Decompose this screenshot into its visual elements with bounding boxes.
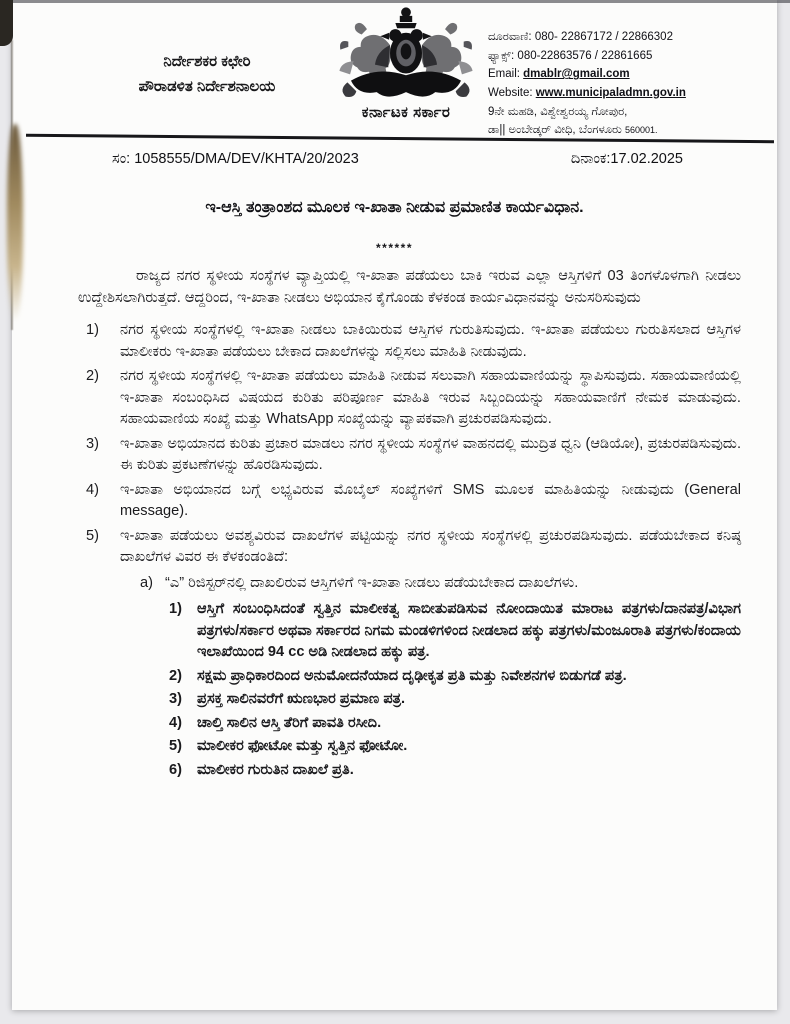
reference-row (12, 151, 777, 167)
website-label: Website: (488, 86, 533, 99)
website-url: www.municipaladmn.gov.in (535, 86, 686, 99)
list-item: 3) ಇ-ಖಾತಾ ಅಭಿಯಾನದ ಕುರಿತು ಪ್ರಚಾರ ಮಾಡಲು ನಗರ ಸ್ಥಳೀಯ ಸಂಸ್ಥೆಗಳ ವಾಹನದಲ್ಲಿ ಮುದ್ರಿತ ಧ್ವನಿ (ಆಡಿಯೋ), ಪ್ರಚುರಪಡಿಸುವುದು. ಈ ಕುರಿತು ಪ್ರಕಟಣೆಗಳನ್ನು ಹೊರಡಿಸುವುದು. (86, 435, 741, 473)
separator-stars: ****** (375, 241, 414, 255)
email-address: dmablr@gmail.com (523, 68, 630, 81)
document-item: 4) ಚಾಲ್ತಿ ಸಾಲಿನ ಆಸ್ತಿ ತೆರಿಗೆ ಪಾವತಿ ರಸೀದಿ. (169, 714, 382, 731)
list-item: 1) ನಗರ ಸ್ಥಳೀಯ ಸಂಸ್ಥೆಗಳಲ್ಲಿ ಇ-ಖಾತಾ ನೀಡಲು ಬಾಕಿಯಿರುವ ಆಸ್ತಿಗಳ ಗುರುತಿಸುವುದು. ಇ-ಖಾತಾ ಪಡೆಯಲು ಗುರುತಿಸಲಾದ ಆಸ್ತಿಗಳ ಮಾಲೀಕರು ಇ-ಖಾತಾ ಪಡೆಯಲು ಬೇಕಾದ ದಾಖಲೆಗಳನ್ನು ಸಲ್ಲಿಸಲು ಮಾಹಿತಿ ನೀಡುವುದು. (86, 322, 741, 360)
photo-top-edge (0, 0, 790, 3)
list-item: 4) ಇ-ಖಾತಾ ಅಭಿಯಾನದ ಬಗ್ಗೆ ಲಭ್ಯವಿರುವ ಮೊಬೈಲ್ ಸಂಖ್ಯೆಗಳಿಗೆ SMS ಮೂಲಕ ಮಾಹಿತಿಯನ್ನು ನೀಡುವುದು (General message). (86, 481, 741, 519)
list-item: 5) ಇ-ಖಾತಾ ಪಡೆಯಲು ಅವಶ್ಯವಿರುವ ದಾಖಲೆಗಳ ಪಟ್ಟಿಯನ್ನು ನಗರ ಸ್ಥಳೀಯ ಸಂಸ್ಥೆಗಳಲ್ಲಿ ಪ್ರಚುರಪಡಿಸುವುದು. ಪಡೆಯಬೇಕಾದ ಕನಿಷ್ಠ ದಾಖಲೆಗಳ ವಿವರ ಈ ಕೆಳಕಂಡಂತಿದೆ: (86, 527, 741, 565)
office-line2: ಪೌರಾಡಳಿತ ನಿರ್ದೇಶನಾಲಯ (138, 77, 276, 95)
address-line1: 9ನೇ ಮಹಡಿ, ವಿಶ್ವೇಶ್ವರಯ್ಯ ಗೋಪುರ, (488, 105, 628, 118)
email-label: Email: (488, 68, 520, 81)
procedure-list (78, 320, 741, 569)
karnataka-gandaberunda-emblem-icon (335, 4, 477, 104)
reference-number: ಸಂ: 1058555/DMA/DEV/KHTA/20/2023 (112, 151, 359, 167)
letter-body (78, 266, 741, 783)
document-item: 2) ಸಕ್ಷಮ ಪ್ರಾಧಿಕಾರದಿಂದ ಅನುಮೋದನೆಯಾದ ದೃಢೀಕೃತ ಪ್ರತಿ ಮತ್ತು ನಿವೇಶನಗಳ ಬಿಡುಗಡೆ ಪತ್ರ. (169, 667, 627, 684)
address-line2: ಡಾ|| ಅಂಬೇಡ್ಕರ್ ವೀಧಿ, ಬೆಂಗಳೂರು 560001. (488, 124, 658, 137)
fax-label: ಫ್ಯಾಕ್ಸ್: (488, 49, 515, 62)
fax-numbers: 080-22863576 / 22861665 (517, 49, 653, 62)
letter-page (12, 0, 777, 1010)
intro-paragraph: ರಾಜ್ಯದ ನಗರ ಸ್ಥಳೀಯ ಸಂಸ್ಥೆಗಳ ವ್ಯಾಪ್ತಿಯಲ್ಲಿ ಇ-ಖಾತಾ ಪಡೆಯಲು ಬಾಕಿ ಇರುವ ಎಲ್ಲಾ ಆಸ್ತಿಗಳಿಗೆ 03 ತಿಂಗಳೊಳಗಾಗಿ ನೀಡಲು ಉದ್ದೇಶಿಸಲಾಗಿರುತ್ತದೆ. ಆದ್ದರಿಂದ, ಇ-ಖಾತಾ ನೀಡಲು ಅಭಿಯಾನ ಕೈಗೊಂಡು ಕೆಳಕಂಡ ಕಾರ್ಯವಿಧಾನವನ್ನು ಅನುಸರಿಸುವುದು (78, 268, 741, 306)
phone-line (488, 28, 782, 47)
finger-smudge (7, 124, 23, 322)
email-line (488, 65, 782, 84)
pincode: 560001. (624, 125, 658, 136)
office-name-block (82, 50, 332, 100)
fax-line (488, 47, 782, 66)
document-item: 1) ಆಸ್ತಿಗೆ ಸಂಬಂಧಿಸಿದಂತೆ ಸ್ವತ್ತಿನ ಮಾಲೀಕತ್ವ ಸಾಬೀತುಪಡಿಸುವ ನೋಂದಾಯಿತ ಮಾರಾಟ ಪತ್ರಗಳು/ದಾನಪತ್ರ/ವಿಭಾಗ ಪತ್ರಗಳು/ಸರ್ಕಾರ ಅಥವಾ ಸರ್ಕಾರದ ನಿಗಮ ಮಂಡಳಿಗಳಿಂದ ನೀಡಲಾದ ಹಕ್ಕು ಪತ್ರಗಳು/ಮಂಜೂರಾತಿ ಪತ್ರಗಳು/ಕಂದಾಯ ಇಲಾಖೆಯಿಂದ 94 cc ಅಡಿ ನೀಡಲಾದ ಹಕ್ಕು ಪತ್ರ. (169, 601, 741, 660)
office-line1: ನಿರ್ದೇಶಕರ ಕಛೇರಿ (163, 53, 251, 70)
document-item: 5) ಮಾಲೀಕರ ಫೋಟೋ ಮತ್ತು ಸ್ವತ್ತಿನ ಫೋಟೋ. (169, 738, 408, 754)
document-item: 6) ಮಾಲೀಕರ ಗುರುತಿನ ದಾಖಲೆ ಪ್ರತಿ. (169, 761, 354, 778)
phone-label: ದೂರವಾಣಿ: (488, 31, 532, 43)
sub-item-a: a) “ಎ” ರಿಜಿಸ್ಟರ್‌ನಲ್ಲಿ ದಾಖಲಿರುವ ಆಸ್ತಿಗಳಿಗೆ ಇ-ಖಾತಾ ನೀಡಲು ಪಡೆಯಬೇಕಾದ ದಾಖಲೆಗಳು. (140, 574, 579, 591)
government-name: ಕರ್ನಾಟಕ ಸರ್ಕಾರ (361, 104, 451, 121)
letter-date: ದಿನಾಂಕ:17.02.2025 (570, 151, 683, 167)
document-item: 3) ಪ್ರಸಕ್ತ ಸಾಲಿನವರೆಗೆ ಋಣಭಾರ ಪ್ರಮಾಣ ಪತ್ರ. (169, 691, 406, 707)
list-item: 2) ನಗರ ಸ್ಥಳೀಯ ಸಂಸ್ಥೆಗಳಲ್ಲಿ ಇ-ಖಾತಾ ಪಡೆಯಲು ಮಾಹಿತಿ ನೀಡುವ ಸಲುವಾಗಿ ಸಹಾಯವಾಣಿಯನ್ನು ಸ್ಥಾಪಿಸುವುದು. ಸಹಾಯವಾಣಿಯಲ್ಲಿ ಇ-ಖಾತಾ ಸಂಬಂಧಿಸಿದ ವಿಷಯದ ಕುರಿತು ಪರಿಪೂರ್ಣ ಮಾಹಿತಿ ಇರುವ ಸಿಬ್ಬಂದಿಯನ್ನು ಸಹಾಯವಾಣಿಗೆ ನೇಮಕ ಮಾಡುವುದು. ಸಹಾಯವಾಣಿಯ ಸಂಖ್ಯೆ ಮತ್ತು WhatsApp ಸಂಖ್ಯೆಯನ್ನು ವ್ಯಾಪಕವಾಗಿ ಪ್ರಚುರಪಡಿಸುವುದು. (86, 368, 741, 427)
subject-title: ಇ-ಆಸ್ತಿ ತಂತ್ರಾಂಶದ ಮೂಲಕ ಇ-ಖಾತಾ ನೀಡುವ ಪ್ರಮಾಣಿತ ಕಾರ್ಯವಿಧಾನ. (205, 199, 584, 216)
phone-numbers: 080- 22867172 / 22866302 (534, 31, 673, 43)
website-line (488, 84, 782, 103)
contact-block (488, 28, 782, 140)
required-documents-list (78, 599, 741, 781)
